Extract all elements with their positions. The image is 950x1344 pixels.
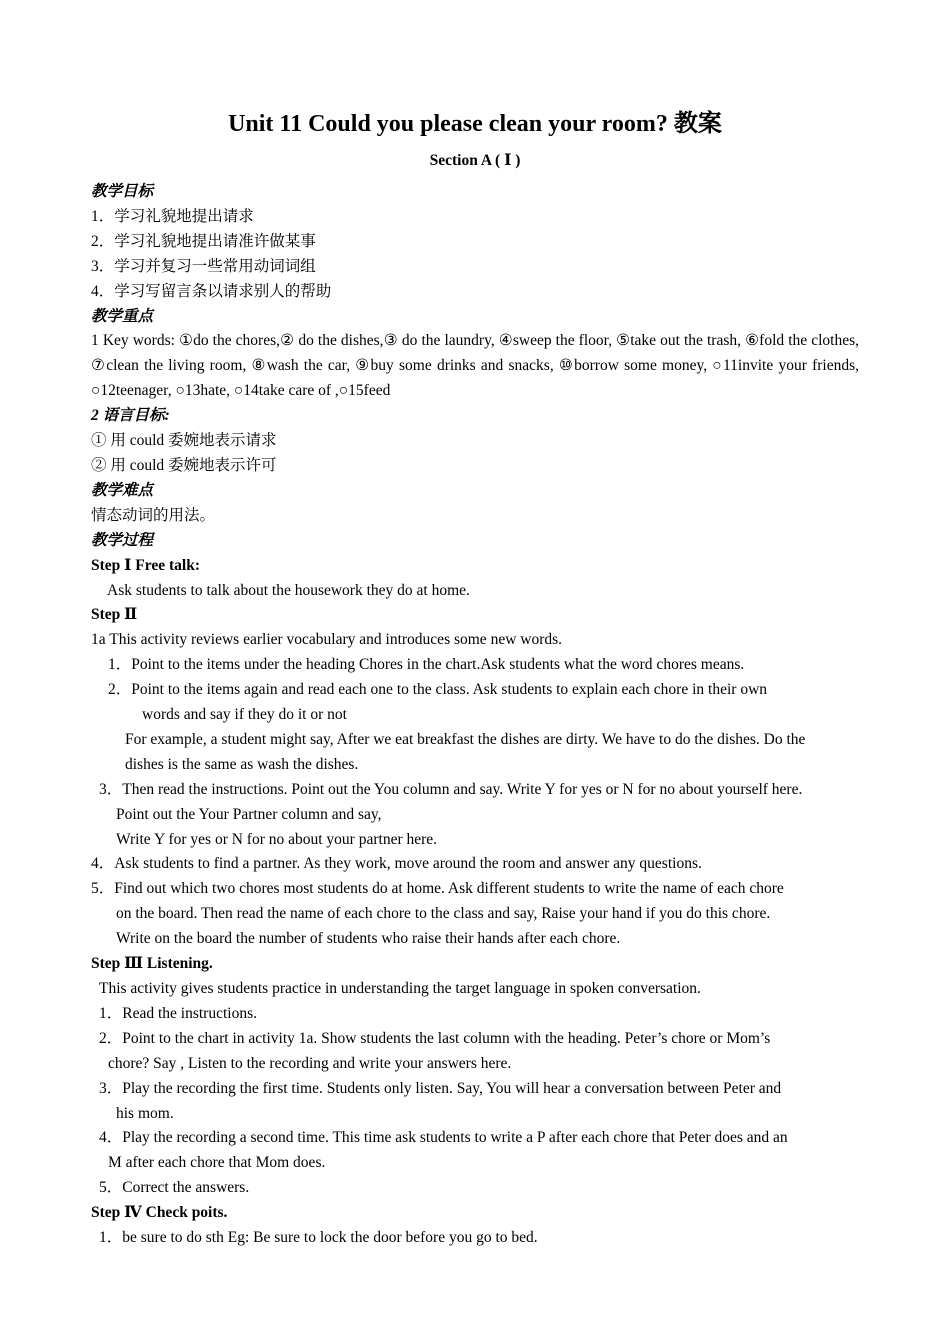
step-3-item: 3．Play the recording the first time. Students only listen. Say, You will hear a conversation between Peter and: [99, 1079, 782, 1097]
step-3-item-continued: his mom.: [116, 1104, 174, 1122]
language-goals-heading: 2 语言目标:: [91, 407, 170, 425]
document-title: Unit 11 Could you please clean your room? 教案: [228, 111, 722, 137]
key-points-heading: 教学重点: [91, 307, 154, 325]
step-4-title: Step Ⅳ Check poits.: [91, 1204, 228, 1222]
difficulty-heading: 教学难点: [91, 481, 154, 499]
language-goal-item: ② 用 could 委婉地表示许可: [91, 456, 277, 474]
step-2-item-continued: Write Y for yes or N for no about your partner here.: [116, 830, 438, 848]
step-2-item: 2．Point to the items again and read each one to the class. Ask students to explain each chore in their own: [108, 681, 768, 699]
goal-item: 3．学习并复习一些常用动词词组: [91, 257, 316, 275]
step-3-item-continued: M after each chore that Mom does.: [108, 1154, 326, 1172]
goal-item: 1．学习礼貌地提出请求: [91, 207, 254, 225]
goal-item: 2．学习礼貌地提出请准许做某事: [91, 232, 316, 250]
step-2-title: Step Ⅱ: [91, 606, 138, 624]
language-goal-item: ① 用 could 委婉地表示请求: [91, 432, 277, 450]
goals-heading: 教学目标: [91, 183, 154, 200]
step-2-item: 5．Find out which two chores most students do at home. Ask different students to write the name of each chore: [91, 880, 784, 898]
step-3-item: 1．Read the instructions.: [99, 1004, 257, 1022]
step-3-title: Step Ⅲ Listening.: [91, 955, 213, 973]
goal-item: 4．学习写留言条以请求别人的帮助: [91, 282, 332, 300]
step-3-item: 5．Correct the answers.: [99, 1179, 250, 1197]
step-4-item: 1．be sure to do sth Eg: Be sure to lock the door before you go to bed.: [99, 1229, 538, 1247]
step-2-item: 3．Then read the instructions. Point out the You column and say. Write Y for yes or N for no about yourself here.: [99, 780, 803, 798]
key-words-paragraph: 1 Key words: ①do the chores,② do the dishes,③ do the laundry, ④sweep the floor, ⑤take out the trash, ⑥fold the clothes, ⑦clean the living room, ⑧wash the car, ⑨buy some drinks and snacks, ⑩borrow some money, ○11invite your friends, ○12teenager, ○13hate, ○14take care of ,○15feed: [91, 332, 859, 400]
step-2-item: 1．Point to the items under the heading Chores in the chart.Ask students what the word chores means.: [108, 656, 745, 674]
step-3-item-continued: chore? Say , Listen to the recording and write your answers here.: [108, 1054, 512, 1072]
step-3-item: 4．Play the recording a second time. This time ask students to write a P after each chore that Peter does and an: [99, 1129, 788, 1147]
step-3-item: 2．Point to the chart in activity 1a. Show students the last column with the heading. Peter’s chore or Mom’s: [99, 1029, 771, 1047]
step-1-title: Step Ⅰ Free talk:: [91, 556, 200, 574]
process-heading: 教学过程: [91, 531, 154, 549]
step-3-intro: This activity gives students practice in understanding the target language in spoken conversation.: [99, 980, 701, 997]
section-subtitle: Section A ( Ⅰ ): [429, 152, 521, 169]
step-2-item-example-continued: dishes is the same as wash the dishes.: [125, 755, 359, 773]
step-2-item-continued: words and say if they do it or not: [142, 706, 347, 724]
step-2-item: 4．Ask students to find a partner. As they work, move around the room and answer any questions.: [91, 855, 702, 873]
step-2-item-continued: on the board. Then read the name of each chore to the class and say, Raise your hand if you do this chore.: [116, 905, 771, 923]
step-1-text: Ask students to talk about the housework they do at home.: [107, 581, 470, 599]
step-2-item-continued: Point out the Your Partner column and say,: [116, 805, 382, 823]
step-2-item-example: For example, a student might say, After we eat breakfast the dishes are dirty. We have to do the dishes. Do the: [125, 730, 806, 748]
step-2-intro: 1a This activity reviews earlier vocabulary and introduces some new words.: [91, 631, 563, 649]
document-page: [91, 106, 859, 1251]
difficulty-text: 情态动词的用法。: [91, 506, 216, 524]
step-2-item-continued: Write on the board the number of students who raise their hands after each chore.: [116, 930, 621, 948]
